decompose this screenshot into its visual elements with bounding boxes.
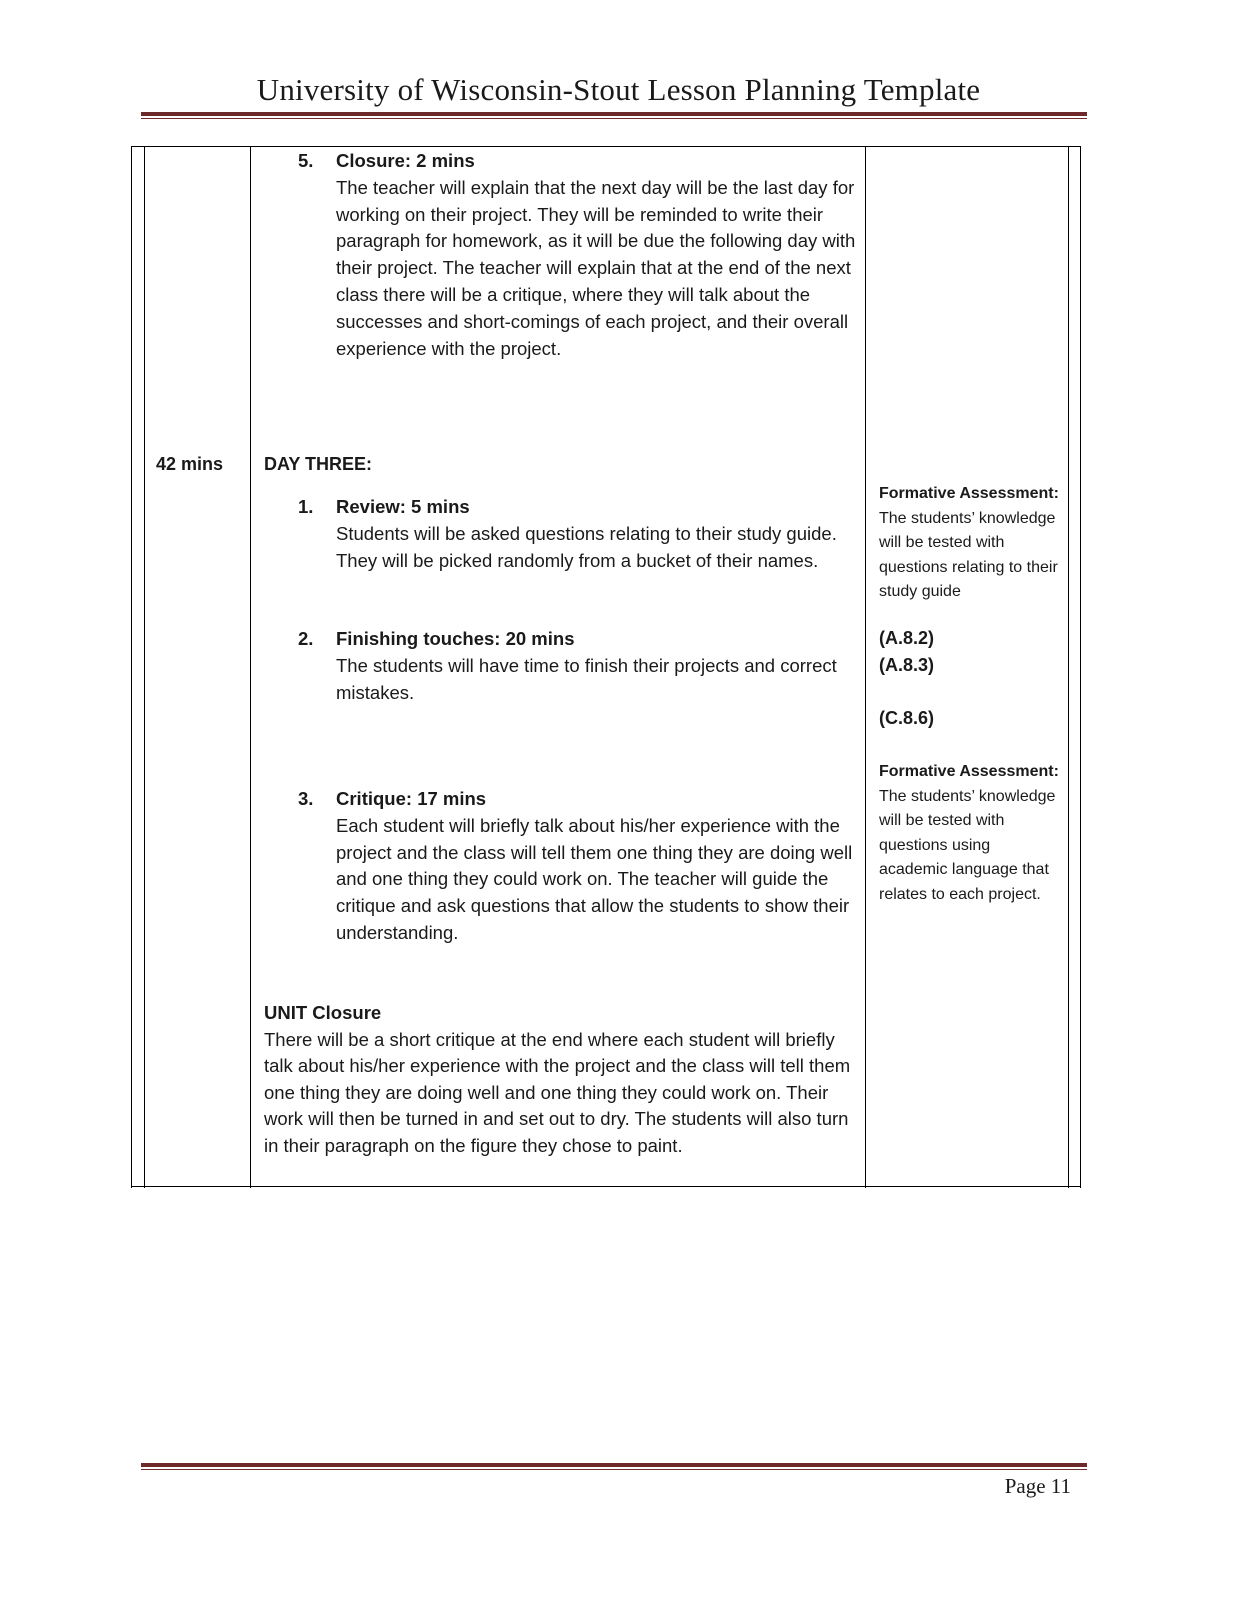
item-number: 5. (298, 150, 314, 171)
item-number: 3. (298, 788, 314, 809)
standard-code: (C.8.6) (879, 708, 935, 728)
item-text: The students will have time to finish their projects and correct mistakes. (336, 654, 837, 703)
lesson-item (298, 494, 868, 574)
unit-closure (264, 1000, 864, 1159)
closure-item (298, 148, 868, 362)
header-rule (141, 112, 1087, 119)
assessment-text: The students’ knowledge will be tested with questions using academic language that relates to each project. (879, 787, 1056, 903)
item-number: 1. (298, 496, 314, 517)
item-text: Each student will briefly talk about his/her experience with the project and the class will tell them one thing they are doing well and one thing they could work on. The teacher will guide the critique and ask questions that allow the students to show their understanding. (336, 814, 853, 943)
standard-code: (A.8.3) (879, 655, 935, 675)
assessment-note (879, 760, 1059, 907)
item-heading: Critique: 17 mins (336, 788, 487, 809)
assessment-label: Formative Assessment: (879, 485, 1059, 502)
assessment-note (879, 482, 1059, 605)
unit-closure-heading: UNIT Closure (264, 1002, 382, 1023)
assessment-text: The students’ knowledge will be tested with questions relating to their study guide (879, 509, 1058, 600)
item-heading: Closure: 2 mins (336, 150, 475, 171)
unit-closure-text: There will be a short critique at the end where each student will briefly talk about his/her experience with the project and the class will tell them one thing they are doing well and one thing they could work on. Their work will then be turned in and set out to dry. The students will also turn in their paragraph on the figure they chose to paint. (264, 1028, 851, 1156)
lesson-item (298, 626, 868, 706)
page-title: University of Wisconsin-Stout Lesson Planning Template (256, 72, 981, 107)
page-number: Page 11 (1004, 1474, 1071, 1498)
time-label: 42 mins (156, 454, 224, 474)
standard-code: (A.8.2) (879, 628, 935, 648)
lesson-item (298, 786, 868, 947)
item-text: Students will be asked questions relating to their study guide. They will be picked randomly from a bucket of their names. (336, 522, 837, 571)
item-heading: Review: 5 mins (336, 496, 470, 517)
footer-rule (141, 1463, 1087, 1470)
item-heading: Finishing touches: 20 mins (336, 628, 575, 649)
assessment-label: Formative Assessment: (879, 763, 1059, 780)
item-text: The teacher will explain that the next day will be the last day for working on their project. They will be reminded to write their paragraph for homework, as it will be due the following day with their project. The teacher will explain that at the end of the next class there will be a critique, where they will talk about the successes and short-comings of each project, and their overall experience with the project. (336, 176, 856, 359)
item-number: 2. (298, 628, 314, 649)
day-heading: DAY THREE: (264, 454, 373, 474)
